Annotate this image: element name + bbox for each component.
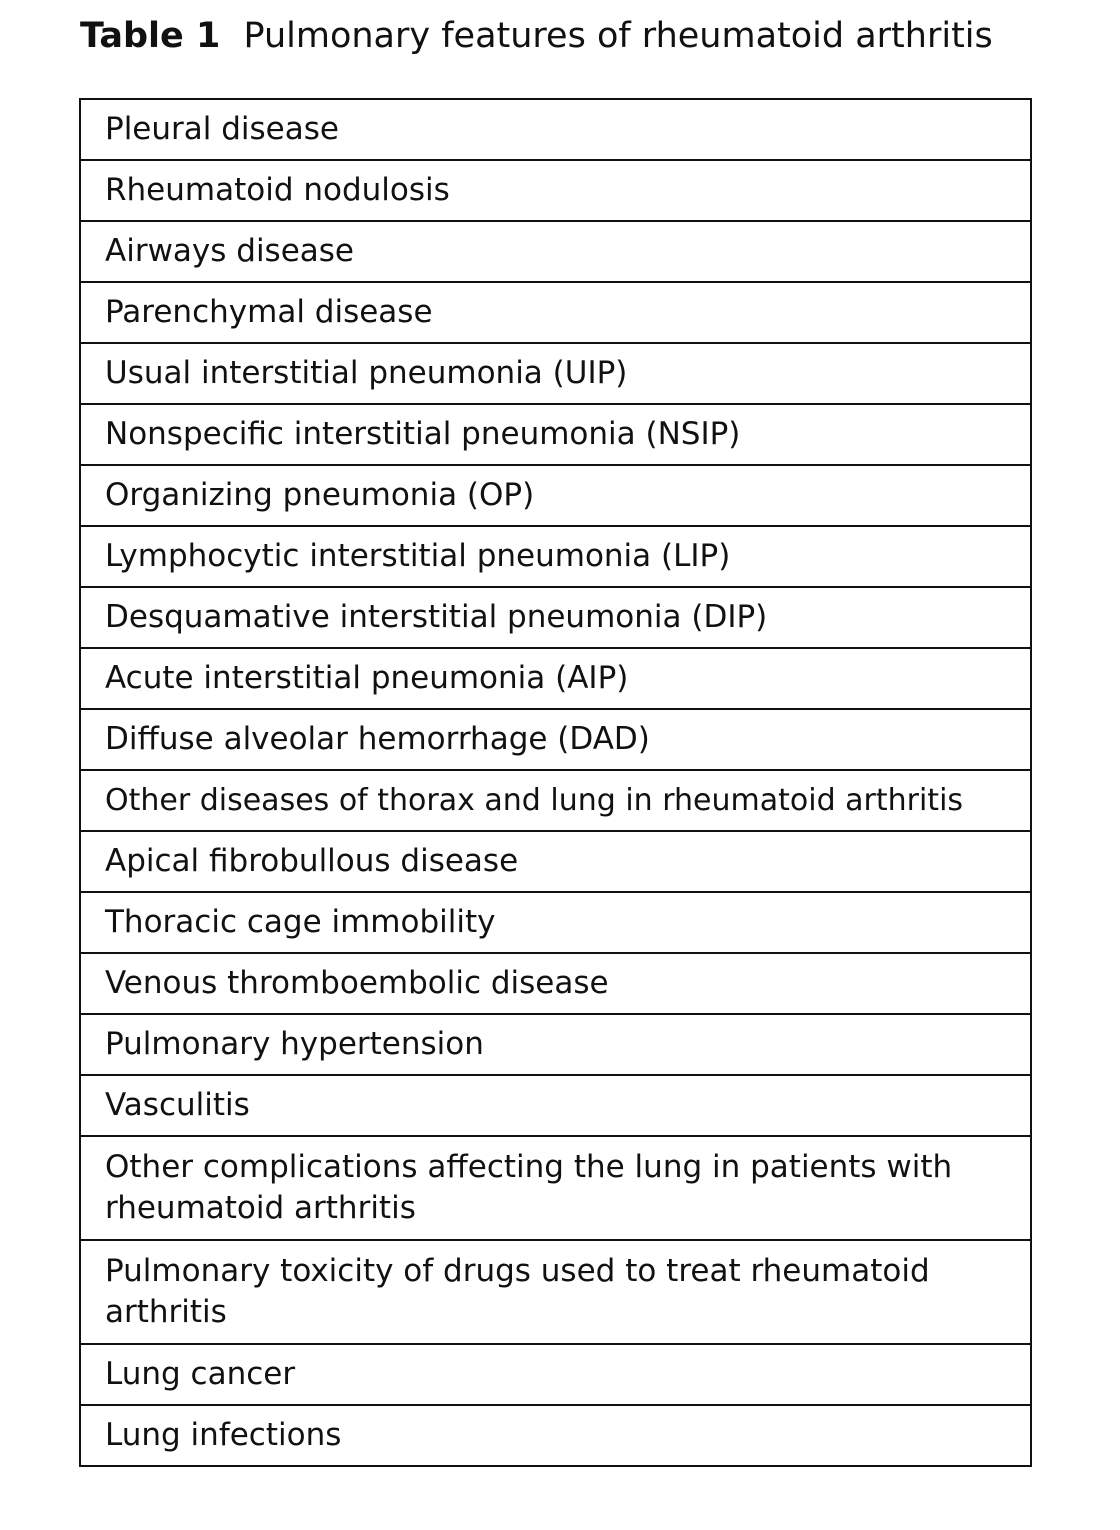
table-row [80, 1240, 1031, 1344]
table-cell: Usual interstitial pneumonia (UIP) [80, 343, 1031, 404]
table-cell: Apical fibrobullous disease [80, 831, 1031, 892]
table-row [80, 648, 1031, 709]
table-cell: Pulmonary toxicity of drugs used to treat rheumatoid arthritis [80, 1240, 1031, 1344]
table-row [80, 892, 1031, 953]
table-cell: Rheumatoid nodulosis [80, 160, 1031, 221]
table-row [80, 160, 1031, 221]
table-cell: Parenchymal disease [80, 282, 1031, 343]
table-row [80, 99, 1031, 160]
table-cell: Other diseases of thorax and lung in rheumatoid arthritis [80, 770, 1031, 831]
table-cell: Nonspecific interstitial pneumonia (NSIP) [80, 404, 1031, 465]
table-row [80, 526, 1031, 587]
table-row [80, 1075, 1031, 1136]
pulmonary-features-table [79, 98, 1032, 1467]
table-row [80, 953, 1031, 1014]
table-cell: Vasculitis [80, 1075, 1031, 1136]
table-row [80, 587, 1031, 648]
table-row [80, 404, 1031, 465]
table-row [80, 770, 1031, 831]
table-row [80, 1405, 1031, 1466]
table-cell: Airways disease [80, 221, 1031, 282]
table-row [80, 465, 1031, 526]
table-cell: Pleural disease [80, 99, 1031, 160]
table-row [80, 1014, 1031, 1075]
table-cell: Diffuse alveolar hemorrhage (DAD) [80, 709, 1031, 770]
table-cell: Thoracic cage immobility [80, 892, 1031, 953]
table-cell: Pulmonary hypertension [80, 1014, 1031, 1075]
table-cell: Lung cancer [80, 1344, 1031, 1405]
table-cell: Desquamative interstitial pneumonia (DIP) [80, 587, 1031, 648]
table-row [80, 343, 1031, 404]
table-cell: Organizing pneumonia (OP) [80, 465, 1031, 526]
table-caption-label: Table 1 [80, 16, 221, 56]
table-row [80, 282, 1031, 343]
table-cell: Lymphocytic interstitial pneumonia (LIP) [80, 526, 1031, 587]
table-cell: Other complications affecting the lung in patients with rheumatoid arthritis [80, 1136, 1031, 1240]
table-row [80, 1344, 1031, 1405]
table-cell: Venous thromboembolic disease [80, 953, 1031, 1014]
table-cell: Acute interstitial pneumonia (AIP) [80, 648, 1031, 709]
table-row [80, 831, 1031, 892]
table-row [80, 1136, 1031, 1240]
table-row [80, 709, 1031, 770]
table-caption-title: Pulmonary features of rheumatoid arthritis [243, 16, 993, 56]
table-caption [80, 14, 993, 58]
table-row [80, 221, 1031, 282]
table-cell: Lung infections [80, 1405, 1031, 1466]
